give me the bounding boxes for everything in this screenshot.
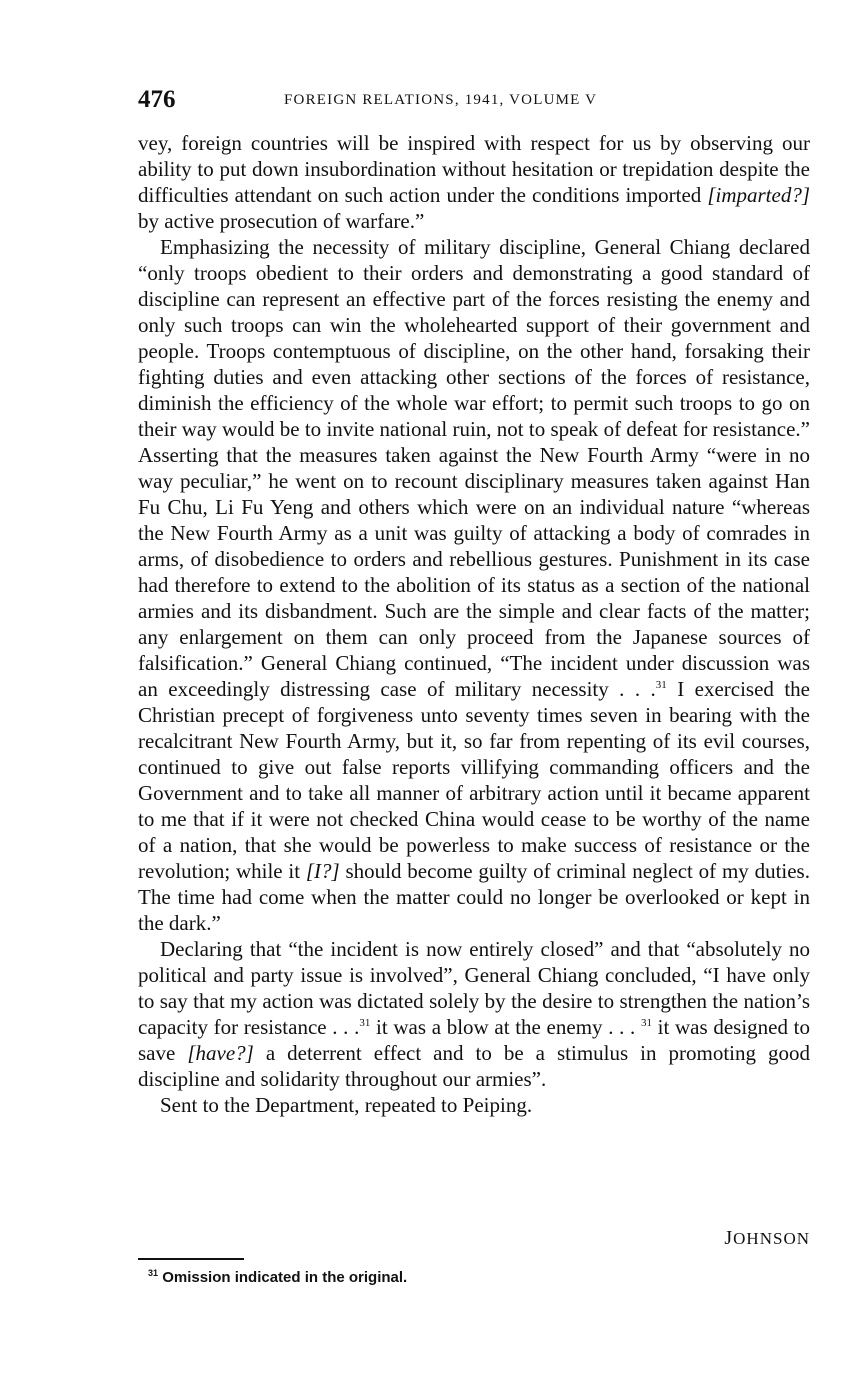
paragraph <box>138 1092 810 1118</box>
editorial-insertion: [I?] <box>305 859 340 883</box>
signature-rest: OHNSON <box>733 1229 810 1248</box>
editorial-insertion: [imparted?] <box>707 183 810 207</box>
paragraph <box>138 936 810 1092</box>
text-run: Sent to the Department, repeated to Peiping. <box>160 1093 533 1117</box>
text-run: Emphasizing the necessity of military discipline, General Chiang declared “only troops obedient to their orders and demonstrating a good standard of discipline can represent an effective part of the forces resisting the enemy and only such troops can win the wholehearted support of their government and people. Troops contemptuous of discipline, on the other hand, forsaking their fighting duties and even attacking other sections of the forces of resistance, diminish the efficiency of the whole war effort; to permit such troops to go on their way would be to invite national ruin, not to speak of defeat for resistance.” Asserting that the measures taken against the New Fourth Army “were in no way peculiar,” he went on to recount disciplinary measures taken against Han Fu Chu, Li Fu Yeng and others which were on an individual nature “whereas the New Fourth Army as a unit was guilty of attacking a body of comrades in arms, of disobedience to orders and rebellious gestures. Punishment in its case had therefore to extend to the abolition of its status as a section of the national armies and its disbandment. Such are the simple and clear facts of the matter; any enlargement on them can only proceed from the Japanese sources of falsification.” General Chiang continued, “The incident under discussion was an exceedingly distressing case of military necessity . . . <box>138 235 810 701</box>
text-run: by active prosecution of warfare.” <box>138 209 425 233</box>
body-text <box>138 130 810 1118</box>
footnote-reference: 31 <box>655 679 667 691</box>
editorial-insertion: [have?] <box>187 1041 254 1065</box>
footnote <box>148 1268 407 1286</box>
text-run: should become guilty of criminal neglect of my duties. The time had come when the matter could no longer be overlooked or kept in the dark.” <box>138 859 810 935</box>
page-header <box>138 86 810 116</box>
running-head: FOREIGN RELATIONS, 1941, VOLUME V <box>284 92 598 108</box>
footnote-reference: 31 <box>640 1017 652 1029</box>
signature <box>724 1227 810 1250</box>
footnote-rule <box>138 1258 244 1260</box>
footnote-marker: 31 <box>148 1268 159 1278</box>
text-run: it was designed to save <box>138 1015 810 1065</box>
signature-initial: J <box>724 1227 734 1249</box>
text-run: vey, foreign countries will be inspired with respect for us by observing our ability to put down insubordination without hesitation or trepidation despite the difficulties attendant on such action under the conditions imported <box>138 131 810 207</box>
text-run: a deterrent effect and to be a stimulus in promoting good discipline and solidarity throughout our armies”. <box>138 1041 810 1091</box>
text-run: it was a blow at the enemy . . . <box>370 1015 641 1039</box>
text-run: I exercised the Christian precept of forgiveness unto seventy times seven in bearing with the recalcitrant New Fourth Army, but it, so far from repenting of its evil courses, continued to give out false reports villifying commanding officers and the Government and to take all manner of arbitrary action until it became apparent to me that if it were not checked China would cease to be worthy of the name of a nation, that she would be powerless to make success of resistance or the revolution; while it <box>138 677 810 883</box>
footnote-reference: 31 <box>359 1017 371 1029</box>
text-run: Declaring that “the incident is now entirely closed” and that “absolutely no political and party issue is involved”, General Chiang concluded, “I have only to say that my action was dictated solely by the desire to strengthen the nation’s capacity for resistance . . . <box>138 937 810 1039</box>
footnote-text: Omission indicated in the original. <box>162 1269 408 1286</box>
paragraph <box>138 130 810 234</box>
paragraph <box>138 234 810 936</box>
page-number: 476 <box>138 86 176 113</box>
